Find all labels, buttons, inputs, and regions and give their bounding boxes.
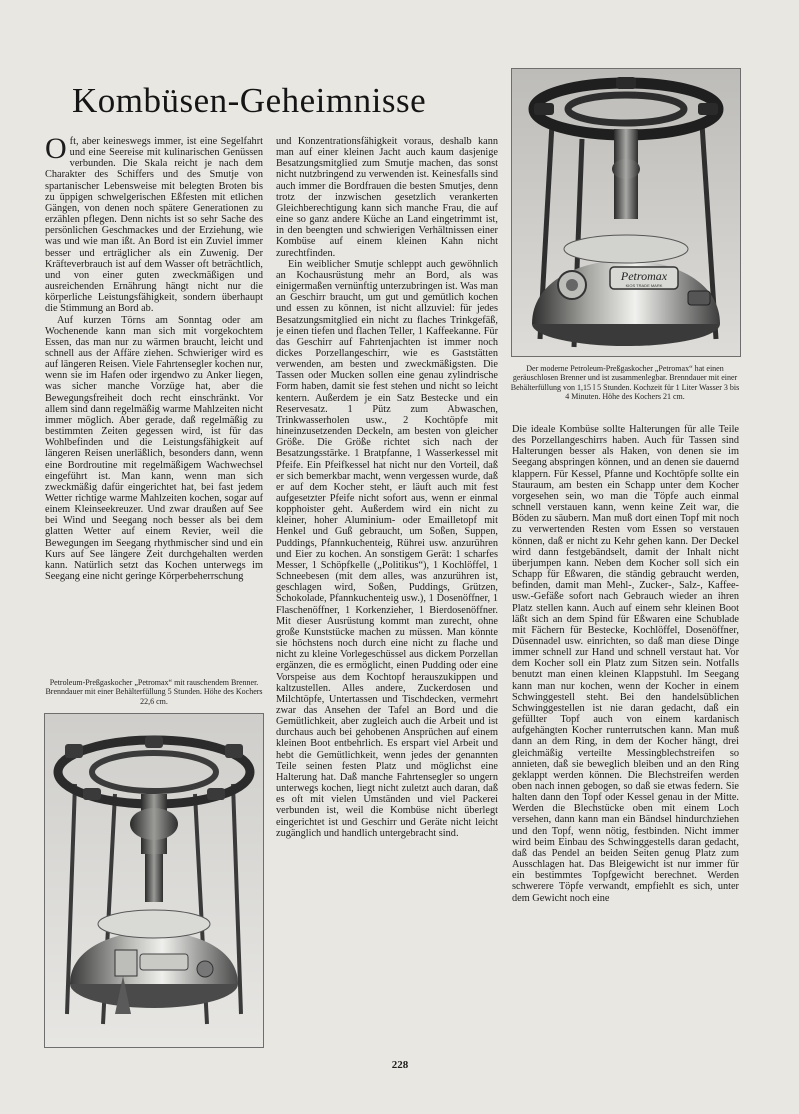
stove-illustration-classic (45, 714, 263, 1047)
photo-caption-right: Der moderne Petroleum-Preßgaskocher „Petromax“ hat einen geräuschlosen Brenner und ist zusammenlegbar. Brenndauer mit einer Behälterfüllung von 1,15 l 5 Stunden. Kochzeit für 1 Liter Wasser 3 bis 4 Minuten. Höhe des Kochers 21 cm. (510, 364, 740, 402)
article-title: Kombüsen-Geheimnisse (72, 81, 427, 121)
paragraph: Die ideale Kombüse sollte Halterungen für alle Teile des Porzellangeschirrs haben. Auch für Tassen sind Halterungen besser als Haken, von denen sie im Seegang abspringen können, und an denen sie dauernd klappern. Für Kessel, Pfanne und Kochtöpfe sollte ein Stauraum, am besten ein Schapp unter dem Kocher vorgesehen sein, wo man die Töpfe auch einmal schnell verstauen kann, wenn keine Zeit war, die Böden zu säubern. Man muß dort einen Topf mit noch zu verwertenden Resten vom Essen so verstauen können, daß er nicht zu Kehr gehen kann. Der Deckel wird dann festgebändselt, damit der Inhalt nicht überjumpen kann. Neben dem Kocher soll sich ein Schapp für Eßwaren, die ständig gebraucht werden, befinden, damit man Mehl-, Zucker-, Salz-, Kaffee- usw.-Gefäße sofort nach Gebrauch wieder an ihren Platz stellen kann. Auch auf einem sehr kleinen Boot läßt sich an dem Spind für Eßwaren eine Schublade mit Fächern für Bestecke, Kochlöffel, Dosenöffner, Düsennadel usw. einrichten, so daß man diese Dinge immer schnell zur Hand und schnell verstaut hat. Vor dem Kocher soll ein Platz zum Sitzen sein. Notfalls benutzt man einen kleinen Klappstuhl. Im Seegang kann man nur kochen, wenn der Kocher in einem Schwinggestell steht. Bei den handelsüblichen Schwinggestellen ist nie daran gedacht, daß ein gefüllter Topf auch von einem kardanisch aufgehängten Kocher runterrutschen kann. Man muß dann an dem Ring, in dem der Kocher hängt, drei gleichmäßig verteilte Messingblechstreifen so annieten, daß sie beweglich bleiben und an den Ring geklappt werden können. Die Blechstreifen werden oben nach innen gebogen, so daß sie etwas federn. Sie halten dann den Topf oder Kessel genau in der Mitte. Werden die Blechstücke oben mit einem Loch versehen, dann kann man ein Bändsel hindurchziehen und den Topf, wenn nötig, festbinden. Nicht immer wird beim Einbau des Schwinggestells daran gedacht, daß das Pendel an beiden Seiten genug Platz zum Ausschlagen hat. Das Bleigewicht ist nur immer für ein bestimmtes Topfgewicht berechnet. Werden schwerere Töpfe verwandt, empfiehlt es sich, unter dem Gewicht noch eine (512, 424, 739, 904)
paragraph: Ein weiblicher Smutje schleppt auch gewöhnlich an Kochausrüstung mehr an Bord, als was einigermaßen vernünftig unterzubringen ist. Was man an Geschirr braucht, um gut und gemütlich kochen und essen zu können, ist nicht allzuviel: für jedes Besatzungsmitglied ein nicht zu flaches Trinkgefäß, je einen tiefen und flachen Teller, 1 Kaffeekanne. Für das Geschirr auf Fahrtenjachten ist immer noch dickes Porzellangeschirr, wie es Gaststätten verwenden, am besten und zweckmäßigsten. Die Tassen oder Mucken sollen eine genau zylindrische Form haben, damit sie fest stehen und nicht so leicht kentern. Außerdem je ein Satz Bestecke und ein Reservesatz. 1 Pütz zum Abwaschen, Trinkwasserholen usw., 2 Kochtöpfe mit hineinzusetzenden Deckeln, am besten von gleicher Größe. Die Größe richtet sich nach der Besatzungsstärke. 1 Bratpfanne, 1 Wasserkessel mit Pfeife. Ein Pfeifkessel hat nicht nur den Vorteil, daß er sich bemerkbar macht, wenn vergessen wurde, daß er auf dem Kocher steht, er läuft auch mit fest aufgesetzter Pfeife nicht sofort aus, wenn er einmal kopphoister geht. Außerdem wird ein nicht zu kleiner, hoher Aluminium- oder Emailletopf mit Henkel und Guß gebraucht, um Soßen, Suppen, Puddings, Pfannkuchenteig, Rührei usw. anzurühren und Eier zu kochen. An sonstigem Gerät: 1 scharfes Messer, 1 Schöpfkelle („Politikus“), 1 Kochlöffel, 1 Schneebesen (mit dem alles, was anzurühren ist, geschlagen wird, Soßen, Puddings, Grützen, Schokolade, Pfannkuchenteig usw.), 1 Dosenöffner, 1 Flaschenöffner, 1 Korkenzieher, 1 Bierdosenöffner. Mit dieser Ausrüstung kommt man zurecht, ohne große Kunststücke machen zu müssen. Man könnte sie höchstens noch durch eine nicht zu flache und nicht zu kleine Vorlegeschüssel aus dickem Porzellan ergänzen, die es ermöglicht, einen Pudding oder eine Vorspeise aus dem Kochtopf herauszukippen und kaltzustellen. Alles andere, Zuckerdosen und Milchtöpfe, Untertassen und Tischdecken, vermehrt zwar das Ansehen der Tafel an Bord und die Gemütlichkeit, aber zugleich auch die Arbeit und ist durchaus auch bei gehobenen Ansprüchen auf einem kleinen Boot entbehrlich. Es erspart viel Arbeit und hebt die Gemütlichkeit, wenn jedes der genannten Teile seinen festen Platz und möglichst eine Halterung hat. Daß manche Fahrtensegler so ungern unterwegs kochen, liegt nicht zuletzt auch daran, daß es oft mit vielen Umständen und viel Packerei verbunden ist, weil die Kombüse nicht überlegt eingerichtet ist und Geschirr und Geräte nicht leicht zugänglich und handlich untergebracht sind. (276, 258, 498, 839)
stove-photo-classic (44, 713, 264, 1048)
page-number: 228 (391, 1059, 409, 1071)
stove-illustration-modern (512, 69, 740, 356)
text-column-1 (45, 136, 263, 674)
paragraph: und Konzentrationsfähigkeit voraus, deshalb kann man auf einer kleinen Jacht auch kaum dasjenige Besatzungsmitglied zum Smutje machen, das sonst nicht nutzbringend zu verwenden ist. Keinesfalls sind auch immer die Bordfrauen die besten Smutjes, denn trotz der inzwischen gesetzlich verankerten Gleichberechtigung kann sich manche Frau, die auf eine so ganz andere Küche an Land eingetrimmt ist, in den beengten und schwierigen Verhältnissen einer Kombüse auf einem kleinen Kahn nicht zurechtfinden. (276, 136, 498, 259)
paragraph-text: ft, aber keineswegs immer, ist eine Segelfahrt und eine Seereise mit kulinarischen Genüssen verbunden. Die Skala reicht je nach dem Charakter des Schiffers und des Smutje von spartanischer Lebensweise mit belegten Broten bis zu üppigen schwelgerischen Eßfesten mit etlichen Gängen, von denen noch spätere Generationen zu erzählen pflegen. Denn nichts ist so sehr Sache des persönlichen Geschmackes und der Erziehung, wie was und wie man ißt. An Bord ist ein Zuviel immer besser und erträglicher als ein Zuwenig. Der Kräfteverbrauch ist auf dem Wasser oft beträchtlich, und von einer guten zweckmäßigen und ausreichenden Ernährung hängt nicht nur die körperliche Leistungsfähigkeit, sondern überhaupt die Stimmung an Bord ab. (45, 136, 263, 315)
stove-badge-text: Petromax (620, 269, 668, 283)
text-column-3 (512, 424, 739, 1064)
drop-cap: O (45, 136, 67, 165)
text-column-2 (276, 136, 498, 1056)
stove-photo-modern (511, 68, 741, 357)
paragraph (45, 136, 263, 315)
stove-badge-subtext: KIOS TRADE MARK (625, 283, 663, 288)
photo-caption-left: Petroleum-Preßgaskocher „Petromax“ mit rauschendem Brenner. Brenndauer mit einer Behälterfüllung 5 Stunden. Höhe des Kochers 22,6 cm. (45, 678, 263, 706)
paragraph: Auf kurzen Törns am Sonntag oder am Wochenende kann man sich mit vorgekochtem Essen, das man nur zu wärmen braucht, leicht und schnell aus der Affäre ziehen. Schwieriger wird es auf längeren Reisen. Viele Fahrtensegler kochen nur, wenn sie im Hafen oder irgendwo zu Anker liegen, was sicher manche Vorzüge hat, aber die Bewegungsfreiheit doch recht einschränkt. Vor allem sind dann regelmäßig warme Mahlzeiten nicht immer möglich. Aber gerade, daß regelmäßig zu bestimmten Zeiten gegessen wird, ist für das Wohlbefinden und die Leistungsfähigkeit auf längeren Reisen unerläßlich, besonders dann, wenn eine Bordroutine mit regelmäßigem Wachwechsel eingeführt ist. Man kann, wenn man sich zweckmäßig dafür eingerichtet hat, bei fast jedem Wetter richtige warme Mahlzeiten kochen, sogar auf einem Kleinseekreuzer. Und zwar draußen auf See bei Wind und Seegang noch besser als bei dem glatten Wetter auf einem Revier, weil die Bewegungen im Seegang rhythmischer sind und ein Kurs auf See längere Zeit durchgehalten werden kann. Natürlich setzt das Kochen unterwegs im Seegang eine nicht geringe Körperbeherrschung (45, 314, 263, 583)
